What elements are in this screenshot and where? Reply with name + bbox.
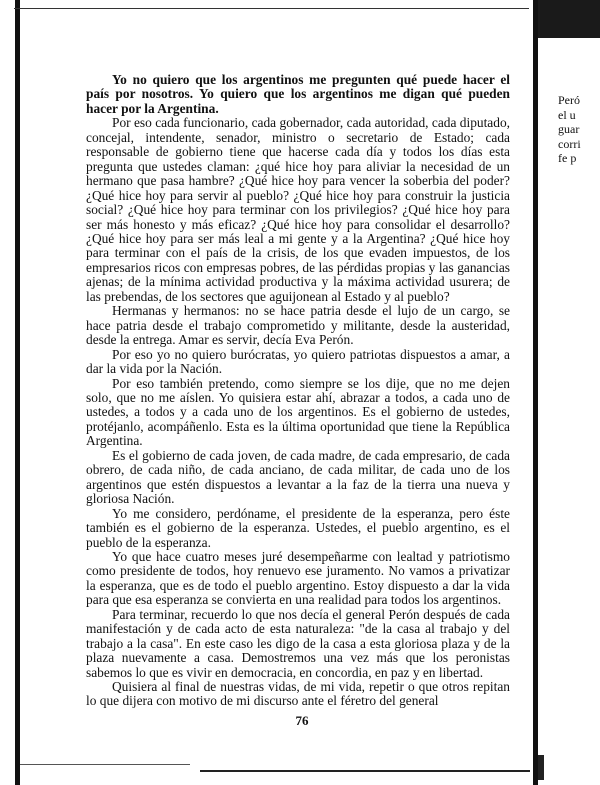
right-page-shadow: [538, 0, 600, 38]
paragraph: Yo no quiero que los argentinos me pregunten qué puede hacer el país por nosotros. Yo quiero que los argentinos me digan qué pueden hacer por la Argentina.: [86, 72, 510, 116]
paragraph: Por eso también pretendo, como siempre se los dije, que no me dejen solo, que no me aíslen. Yo quisiera estar ahí, abrazar a todos, a cada uno de ustedes, a todos y a cada uno de los argentinos. Es el gobierno de ustedes, protéjanlo, acompáñenlo. Esta es la última oportunidad que tiene la República Argentina.: [86, 375, 510, 449]
right-bottom-mark: [538, 755, 544, 780]
bottom-left-scan-line: [20, 764, 190, 765]
paragraph: Por eso yo no quiero burócratas, yo quiero patriotas dispuestos a amar, a dar la vida por la Nación.: [86, 346, 510, 377]
paragraph: Yo me considero, perdóname, el presidente de la esperanza, pero éste también es el gobierno de la esperanza. Ustedes, el pueblo argentino, es el pueblo de la esperanza.: [86, 505, 510, 550]
adjacent-fragment: guar: [558, 122, 580, 136]
bottom-scan-line: [200, 770, 530, 772]
adjacent-page-text: [558, 93, 600, 166]
adjacent-fragment: corri: [558, 136, 581, 151]
paragraph: Para terminar, recuerdo lo que nos decía el general Perón después de cada manifestación y de cada acto de esta naturaleza: "de la casa al trabajo y del trabajo a la casa". En este caso les digo de la casa a esta gloriosa plaza y de la plaza nuevamente a casa. Demostremos una vez más que los peronistas sabemos lo que es vivir en democracia, en concordia, en paz y en libertad.: [86, 606, 510, 680]
paragraph: Quisiera al final de nuestras vidas, de mi vida, repetir o que otros repitan lo que dijera con motivo de mi discurso ante el féretro del general: [86, 679, 510, 709]
paragraph: Yo que hace cuatro meses juré desempeñarme con lealtad y patriotismo como presidente de todos, hoy renuevo ese juramento. No vamos a privatizar la esperanza, que es de todo el pueblo argentino. Estoy dispuesto a dar la vida para que esa esperanza se convierta en una realidad para todos los argentinos.: [86, 548, 510, 608]
speech-text: [86, 73, 510, 709]
right-page-edge: [533, 0, 538, 785]
paragraph: Por eso cada funcionario, cada gobernador, cada autoridad, cada diputado, concejal, intendente, senador, ministro o secretario de Estado; cada responsable de gobierno tiene que hacerse cada día y todos los días esta pregunta que ustedes claman: ¿qué hice hoy para aliviar la necesidad de un hermano que pasa hambre? ¿Qué hice hoy para vencer la soberbia del poder? ¿Qué hice hoy para servir al pueblo? ¿Qué hice hoy para construir la justicia social? ¿Qué hice hoy para terminar con los privilegios? ¿Qué hice hoy para ser más honesto y más eficaz? ¿Qué hice hoy para consolidar el desarrollo? ¿Qué hice hoy para ser más leal a mi gente y a la Argentina? ¿Qué hice hoy para terminar con el país de la crisis, de los que evaden impuestos, de los empresarios ricos con empresas pobres, de las pérdidas propias y las ganancias ajenas; de la mínima actividad productiva y la máxima actividad usurera; de las prebendas, de los sectores que aguijonean al Estado y al pueblo?: [86, 115, 510, 304]
adjacent-fragment: el u: [558, 107, 576, 122]
top-scan-line: [14, 8, 529, 9]
paragraph: Es el gobierno de cada joven, de cada madre, de cada empresario, de cada obrero, de cada niño, de cada anciano, de cada militar, de cada uno de los argentinos que estén dispuestos a levantar a la faz de la tierra una nueva y gloriosa Nación.: [86, 447, 510, 507]
page-number: 76: [295, 713, 309, 728]
page-binding-edge: [15, 0, 20, 785]
paragraph: Hermanas y hermanos: no se hace patria desde el lujo de un cargo, se hace patria desde el trabajo comprometido y militante, desde la austeridad, desde la entrega. Amar es servir, decía Eva Perón.: [86, 303, 510, 348]
adjacent-fragment: fe p: [558, 151, 577, 165]
adjacent-fragment: Peró: [558, 93, 580, 107]
